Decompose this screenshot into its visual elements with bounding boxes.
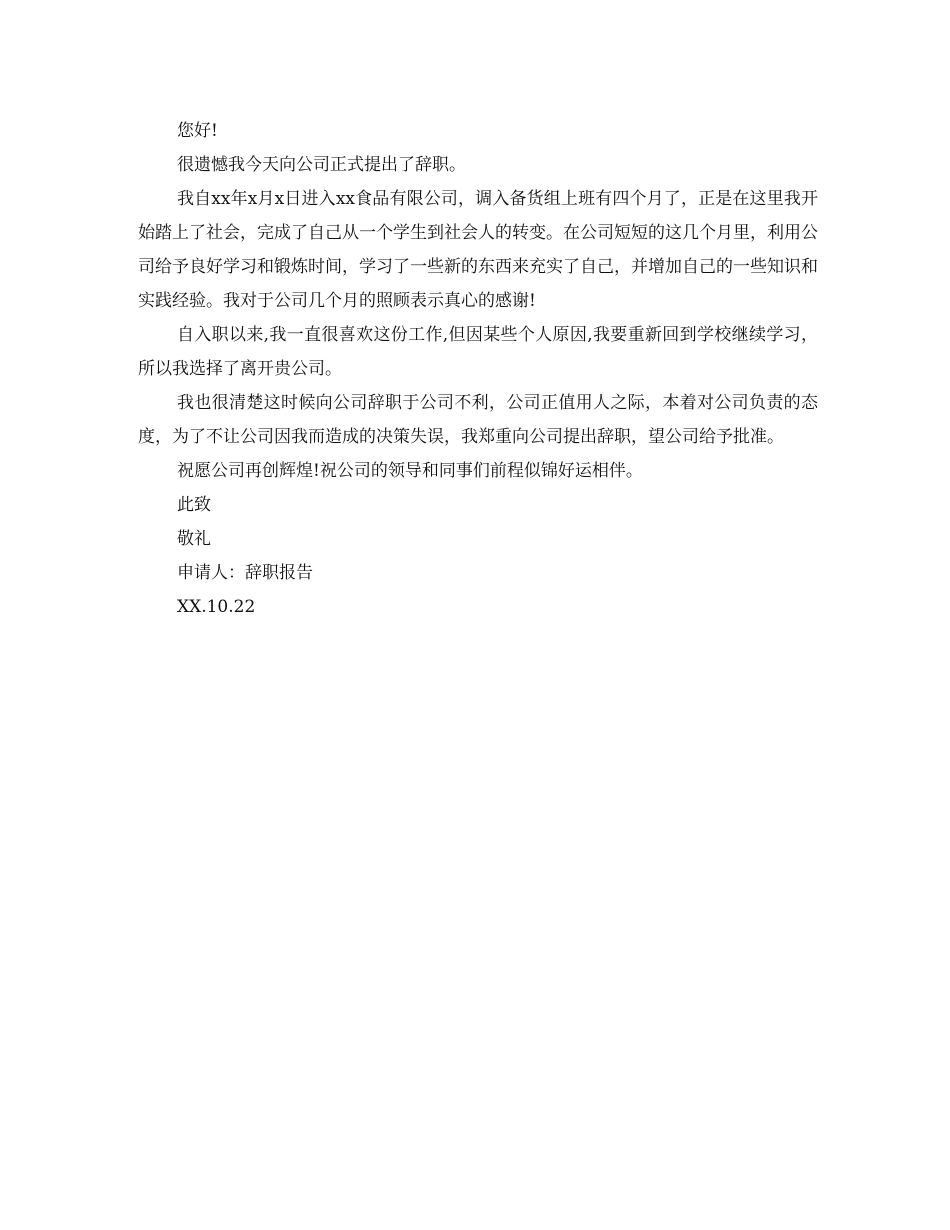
paragraph-experience: 我自xx年x月x日进入xx食品有限公司，调入备货组上班有四个月了，正是在这里我开始踏上了社会，完成了自己从一个学生到社会人的转变。在公司短短的这几个月里，利用公司给予良好学习和锻炼时间，学习了一些新的东西来充实了自己，并增加自己的一些知识和实践经验。我对于公司几个月的照顾表示真心的感谢! bbox=[138, 189, 818, 311]
date-line: XX.10.22 bbox=[177, 597, 256, 617]
paragraph-intro: 很遗憾我今天向公司正式提出了辞职。 bbox=[177, 155, 466, 175]
paragraph-request: 我也很清楚这时候向公司辞职于公司不利，公司正值用人之际，本着对公司负责的态度，为了不让公司因我而造成的决策失误，我郑重向公司提出辞职，望公司给予批准。 bbox=[138, 393, 818, 447]
closing-cizhi: 此致 bbox=[177, 495, 211, 515]
paragraph-wishes: 祝愿公司再创辉煌!祝公司的领导和同事们前程似锦好运相伴。 bbox=[177, 461, 643, 481]
resignation-letter bbox=[138, 114, 818, 624]
signature-line: 申请人：辞职报告 bbox=[177, 563, 313, 583]
greeting: 您好! bbox=[177, 121, 218, 141]
paragraph-reason: 自入职以来,我一直很喜欢这份工作,但因某些个人原因,我要重新回到学校继续学习，所以我选择了离开贵公司。 bbox=[138, 325, 818, 379]
closing-jingli: 敬礼 bbox=[177, 529, 211, 549]
